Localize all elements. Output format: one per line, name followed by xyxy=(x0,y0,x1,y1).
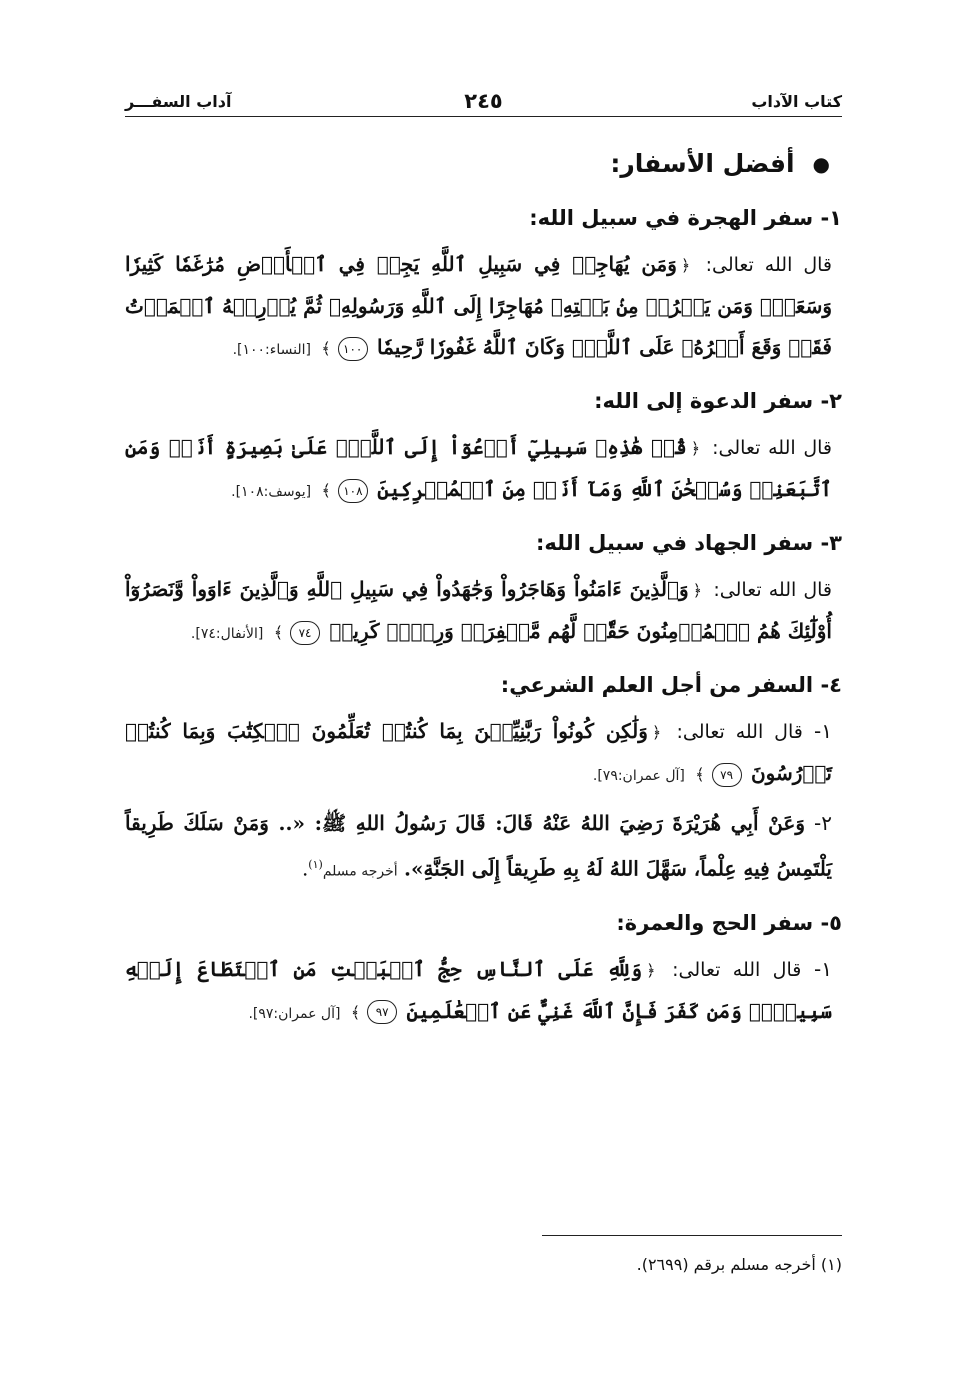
quran-close-bracket: ﴾ xyxy=(321,339,331,358)
verse-reference: [النساء:١٠٠]. xyxy=(232,342,311,358)
quran-close-bracket: ﴾ xyxy=(321,481,331,500)
section-title-hijra: ١- سفر الهجرة في سبيل الله: xyxy=(529,206,842,230)
quran-close-bracket: ﴾ xyxy=(273,623,284,642)
quran-open-bracket: ﴿ xyxy=(692,581,703,600)
verse-paragraph xyxy=(125,711,842,797)
header-book-title: كتاب الآداب xyxy=(751,92,842,111)
verse-reference: [يوسف:١٠٨]. xyxy=(231,484,312,500)
page-number: ٢٤٥ xyxy=(464,89,503,113)
verse-paragraph xyxy=(125,569,842,655)
verse-paragraph xyxy=(125,949,842,1035)
item-number: ١- xyxy=(814,956,833,981)
bullet-icon: ● xyxy=(812,152,830,176)
section-title-jihad: ٣- سفر الجهاد في سبيل الله: xyxy=(536,531,842,555)
quran-open-bracket: ﴿ xyxy=(680,256,691,275)
verse-lead: قال الله تعالى: xyxy=(676,721,803,743)
quran-open-bracket: ﴿ xyxy=(651,723,662,742)
section-title-hajj: ٥- سفر الحج والعمرة: xyxy=(616,910,842,935)
verse-lead: قال الله تعالى: xyxy=(672,958,802,981)
quran-verse: وَلَٰكِن كُونُواْ رَبَّٰنِيِّـۧنَ بِمَا كُنتُمۡ تُعَلِّمُونَ ٱلۡكِتَٰبَ وَبِمَا كُنتُمۡ تَدۡرُسُونَ xyxy=(125,719,832,785)
verse-lead: قال الله تعالى: xyxy=(705,254,832,276)
item-number: ٢- xyxy=(814,811,833,835)
hadith-paragraph xyxy=(125,803,842,893)
main-title-text: أفضل الأسفار: xyxy=(610,149,795,178)
verse-paragraph xyxy=(125,427,842,513)
verse-reference: [الأنفال:٧٤]. xyxy=(190,626,264,642)
hadith-text: وَعَنْ أَبِي هُرَيْرَةَ رَضِيَ اللهُ عَنْهُ قَالَ: قَالَ رَسُولُ اللهِ ﷺ: «.. وَمَنْ سَلَكَ طَرِيقاً يَلْتَمِسُ فِيهِ عِلْماً، سَهَّلَ اللهُ لَهُ بِهِ طَرِيقاً إِلَى الجَنَّةِ». xyxy=(125,811,832,881)
footnote-marker: (١) xyxy=(308,858,323,871)
ayah-number-badge: ٧٩ xyxy=(712,763,742,787)
quran-verse: وَلِلَّهِ عَلَى ٱلنَّاسِ حِجُّ ٱلۡبَيۡتِ مَنِ ٱسۡتَطَاعَ إِلَيۡهِ سَبِيلٗاۚ وَمَن كَفَرَ فَإِنَّ ٱللَّهَ غَنِيٌّ عَنِ ٱلۡعَٰلَمِينَ xyxy=(125,956,832,1023)
verse-lead: قال الله تعالى: xyxy=(712,437,833,459)
quran-close-bracket: ﴾ xyxy=(695,765,705,784)
section-title-dawah: ٢- سفر الدعوة إلى الله: xyxy=(594,389,842,413)
quran-verse: وَٱلَّذِينَ ءَامَنُواْ وَهَاجَرُواْ وَجَٰهَدُواْ فِي سَبِيلِ ٱللَّهِ وَٱلَّذِينَ ءَاوَواْ وَّنَصَرُوٓاْ أُوْلَٰٓئِكَ هُمُ ٱلۡمُؤۡمِنُونَ حَقّٗاۚ لَّهُم مَّغۡفِرَةٞ وَرِزۡقٞ كَرِيمٞ xyxy=(125,577,832,643)
main-title xyxy=(125,140,842,188)
quran-verse: قُلۡ هَٰذِهِۦ سَبِيلِيٓ أَدۡعُوٓاْ إِلَى ٱللَّهِۚ عَلَىٰ بَصِيرَةٍ أَنَا۠ وَمَنِ ٱتَّبَعَنِيۖ وَسُبۡحَٰنَ ٱللَّهِ وَمَآ أَنَا۠ مِنَ ٱلۡمُشۡرِكِينَ xyxy=(125,435,832,501)
quran-open-bracket: ﴿ xyxy=(690,439,701,458)
page-content xyxy=(125,140,842,1035)
hadith-source: أخرجه مسلم xyxy=(322,863,398,880)
quran-open-bracket: ﴿ xyxy=(646,960,656,980)
footnote-divider xyxy=(542,1235,842,1236)
ayah-number-badge: ١٠٠ xyxy=(338,337,368,361)
ayah-number-badge: ٧٤ xyxy=(290,621,320,645)
ayah-number-badge: ١٠٨ xyxy=(338,479,368,503)
footnote: (١) أخرجه مسلم برقم (٢٦٩٩). xyxy=(636,1255,842,1274)
header-chapter-title: آداب السفـــر xyxy=(125,92,232,111)
item-number: ١- xyxy=(814,719,833,743)
verse-paragraph xyxy=(125,244,842,371)
quran-close-bracket: ﴾ xyxy=(350,1002,361,1022)
ayah-number-badge: ٩٧ xyxy=(367,1000,397,1024)
quran-verse: وَمَن يُهَاجِرۡ فِي سَبِيلِ ٱللَّهِ يَجِدۡ فِي ٱلۡأَرۡضِ مُرَٰغَمٗا كَثِيرٗا وَسَعَةٗۚ وَمَن يَخۡرُجۡ مِنۢ بَيۡتِهِۦ مُهَاجِرًا إِلَى ٱللَّهِ وَرَسُولِهِۦ ثُمَّ يُدۡرِكۡهُ ٱلۡمَوۡتُ فَقَدۡ وَقَعَ أَجۡرُهُۥ عَلَى ٱللَّهِۗ وَكَانَ ٱللَّهُ غَفُورٗا رَّحِيمٗا xyxy=(125,252,832,359)
verse-lead: قال الله تعالى: xyxy=(713,579,832,601)
section-title-knowledge: ٤- السفر من أجل العلم الشرعي: xyxy=(500,673,842,697)
verse-reference: [آل عمران:٧٩]. xyxy=(592,768,685,784)
verse-reference: [آل عمران:٩٧]. xyxy=(248,1005,341,1022)
hadith-end-punct: . xyxy=(301,856,309,881)
running-header xyxy=(125,86,842,117)
